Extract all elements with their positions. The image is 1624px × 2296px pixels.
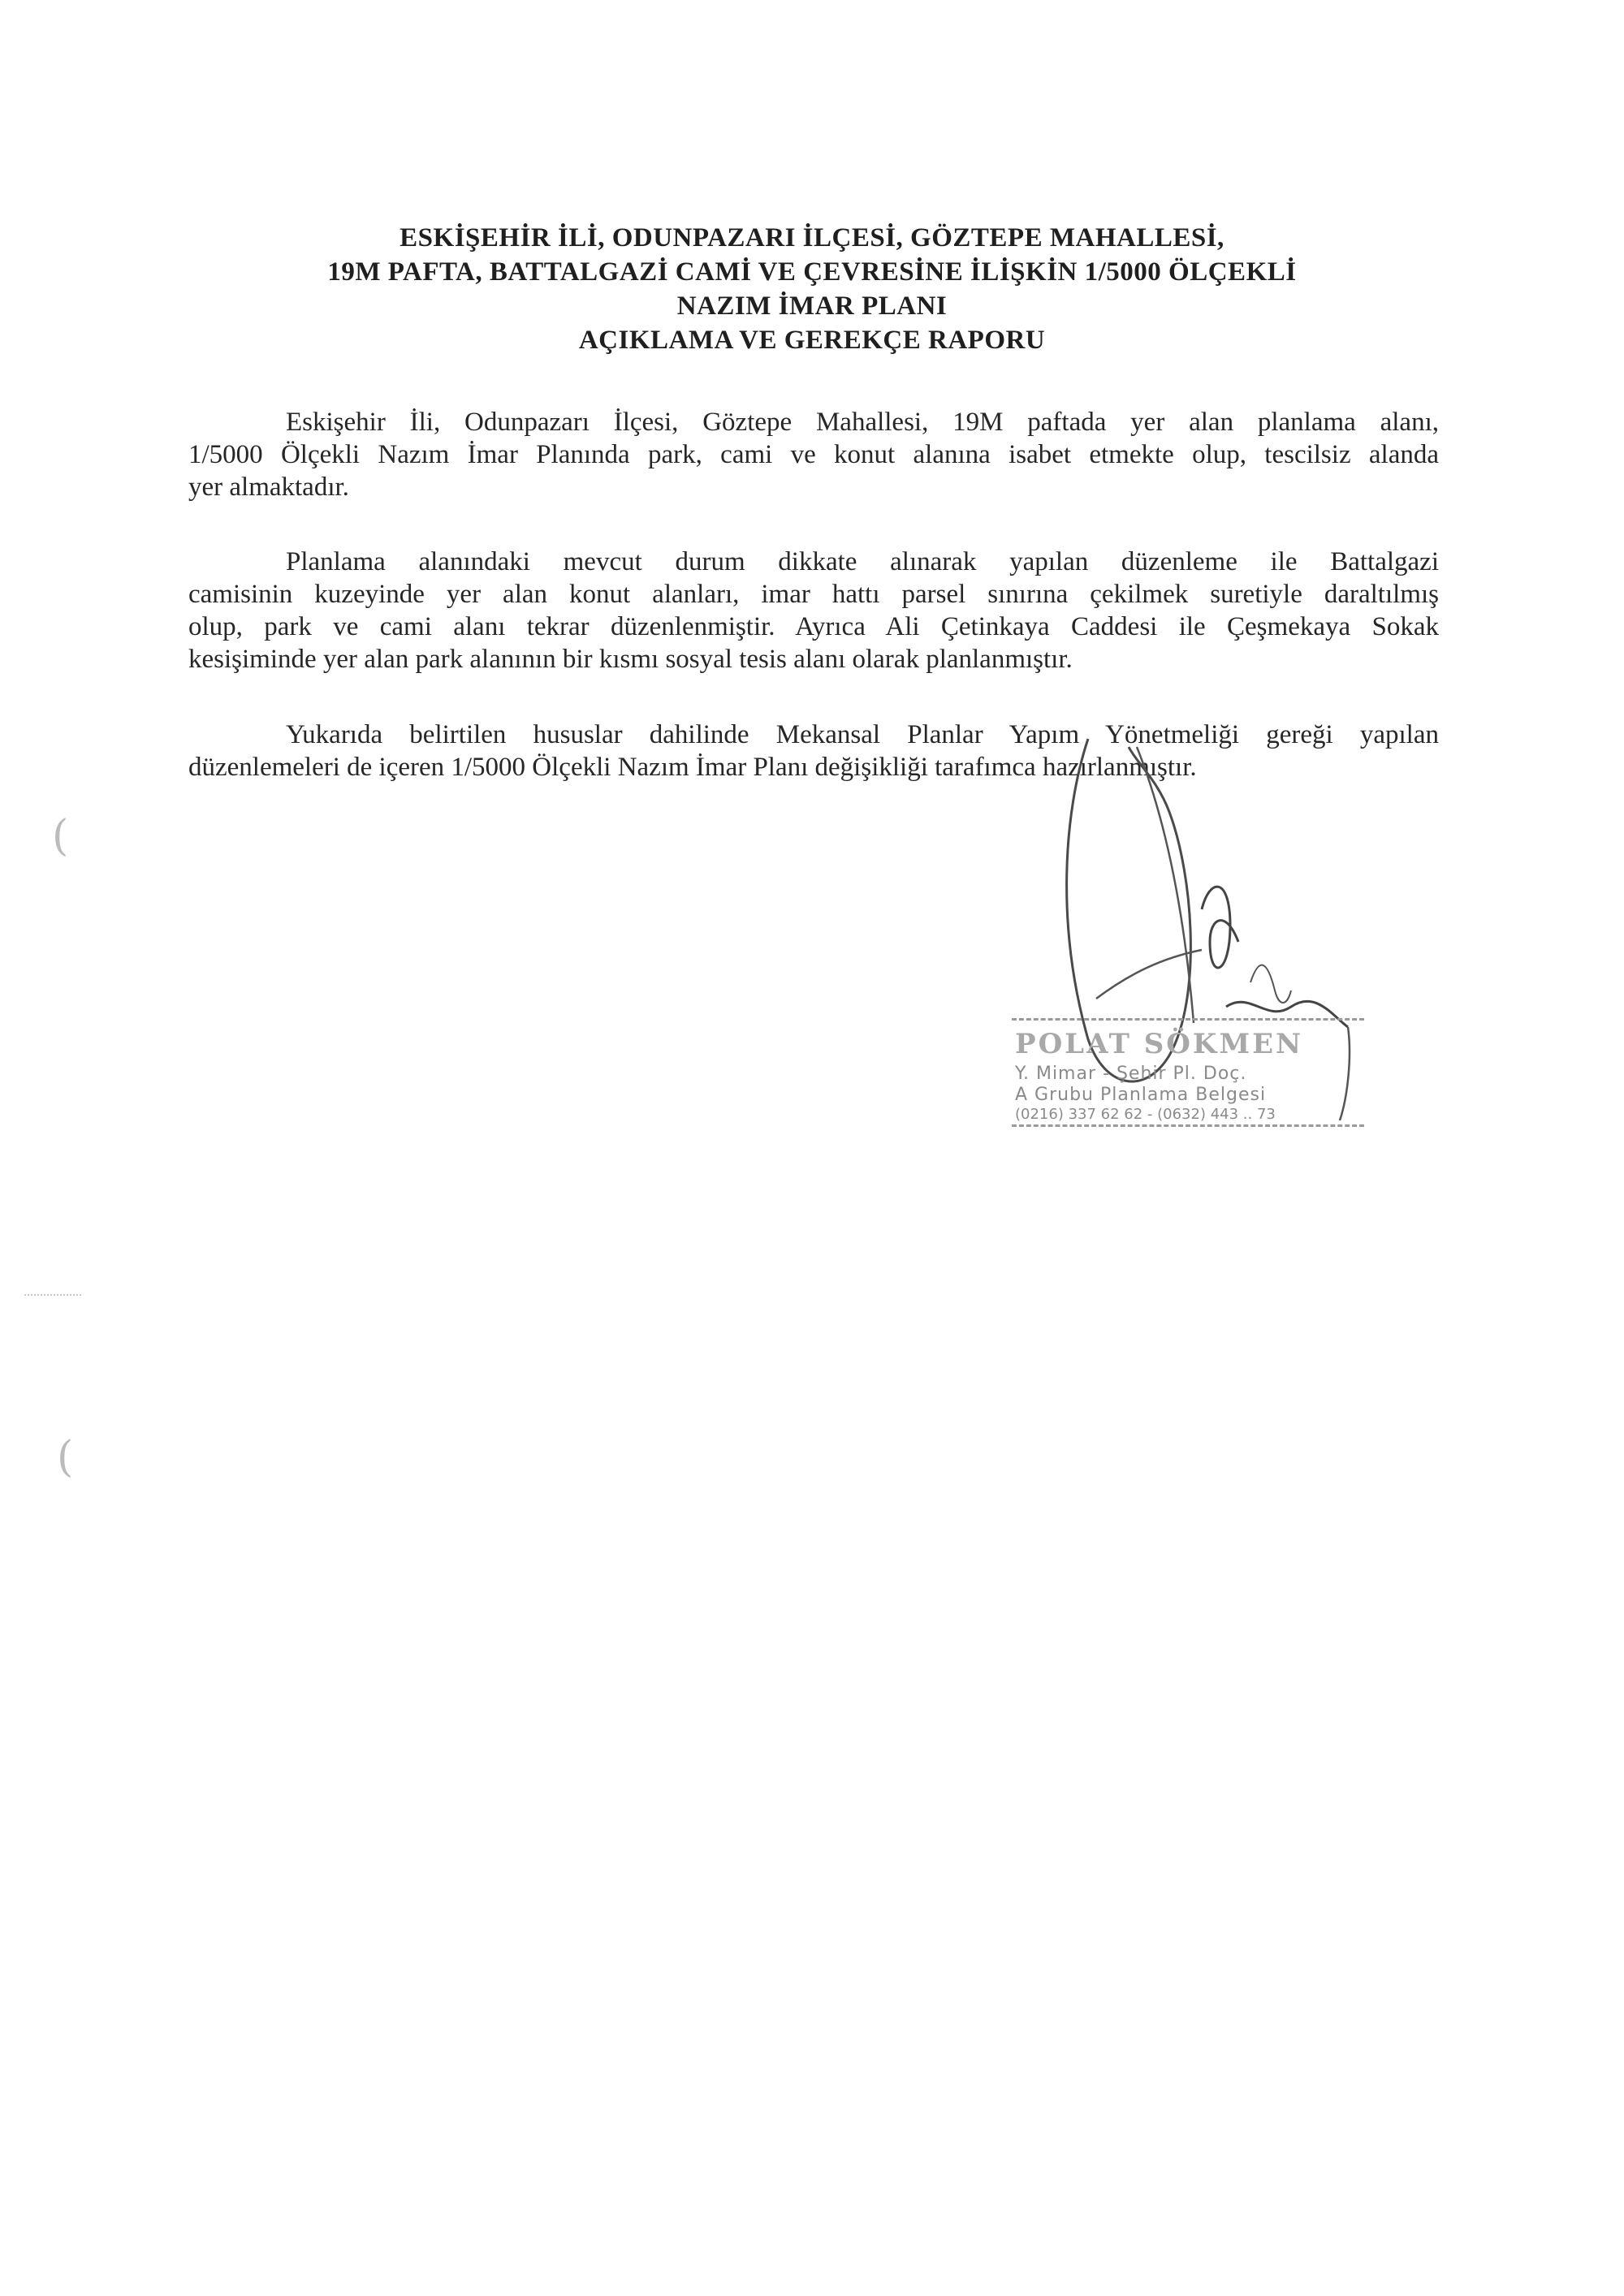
paragraph-line: Yukarıda belirtilen hususlar dahilinde Mekansal Planlar Yapım Yönetmeliği gereği yapılan bbox=[286, 720, 1439, 749]
paragraph-line: Eskişehir İli, Odunpazarı İlçesi, Göztepe Mahallesi, 19M paftada yer alan planlama alanı, bbox=[286, 408, 1439, 437]
stamp-phone: (0216) 337 62 62 - (0632) 443 .. 73 bbox=[1015, 1106, 1276, 1123]
stamp-title: Y. Mimar - Şehir Pl. Doç. bbox=[1015, 1064, 1247, 1084]
paragraph-line: 1/5000 Ölçekli Nazım İmar Planında park, cami ve konut alanına isabet etmekte olup, tescilsiz alanda bbox=[188, 440, 1439, 469]
paragraph-line: düzenlemeleri de içeren 1/5000 Ölçekli Nazım İmar Planı değişikliği tarafımca hazırlanmıştır. bbox=[188, 753, 1197, 782]
signature-stamp bbox=[1012, 1016, 1364, 1127]
punch-hole-mark: ( bbox=[57, 1433, 74, 1482]
paragraph-2 bbox=[188, 546, 1439, 675]
paragraph-line: camisinin kuzeyinde yer alan konut alanları, imar hattı parsel sınırına çekilmek suretiyle daraltılmış bbox=[188, 580, 1439, 609]
punch-hole-mark: ( bbox=[52, 812, 69, 861]
paragraph-line: kesişiminde yer alan park alanının bir kısmı sosyal tesis alanı olarak planlanmıştır. bbox=[188, 645, 1073, 674]
title-line: NAZIM İMAR PLANI bbox=[676, 291, 948, 321]
stamp-divider bbox=[1012, 1124, 1364, 1127]
paragraph-line: yer almaktadır. bbox=[188, 473, 349, 502]
stamp-divider bbox=[1012, 1018, 1364, 1021]
margin-dots bbox=[24, 1294, 81, 1301]
paragraph-line: olup, park ve cami alanı tekrar düzenlenmiştir. Ayrıca Ali Çetinkaya Caddesi ile Çeşmekaya Sokak bbox=[188, 612, 1439, 641]
paragraph-line: Planlama alanındaki mevcut durum dikkate alınarak yapılan düzenleme ile Battalgazi bbox=[286, 547, 1439, 576]
title-line: AÇIKLAMA VE GEREKÇE RAPORU bbox=[578, 326, 1046, 355]
title-line: ESKİŞEHİR İLİ, ODUNPAZARI İLÇESİ, GÖZTEPE MAHALLESİ, bbox=[400, 223, 1224, 252]
title-line: 19M PAFTA, BATTALGAZİ CAMİ VE ÇEVRESİNE İLİŞKİN 1/5000 ÖLÇEKLİ bbox=[327, 257, 1297, 287]
stamp-name: POLAT SÖKMEN bbox=[1015, 1028, 1304, 1060]
document-title bbox=[162, 221, 1462, 357]
stamp-certificate: A Grubu Planlama Belgesi bbox=[1015, 1085, 1267, 1105]
paragraph-1 bbox=[188, 406, 1439, 503]
